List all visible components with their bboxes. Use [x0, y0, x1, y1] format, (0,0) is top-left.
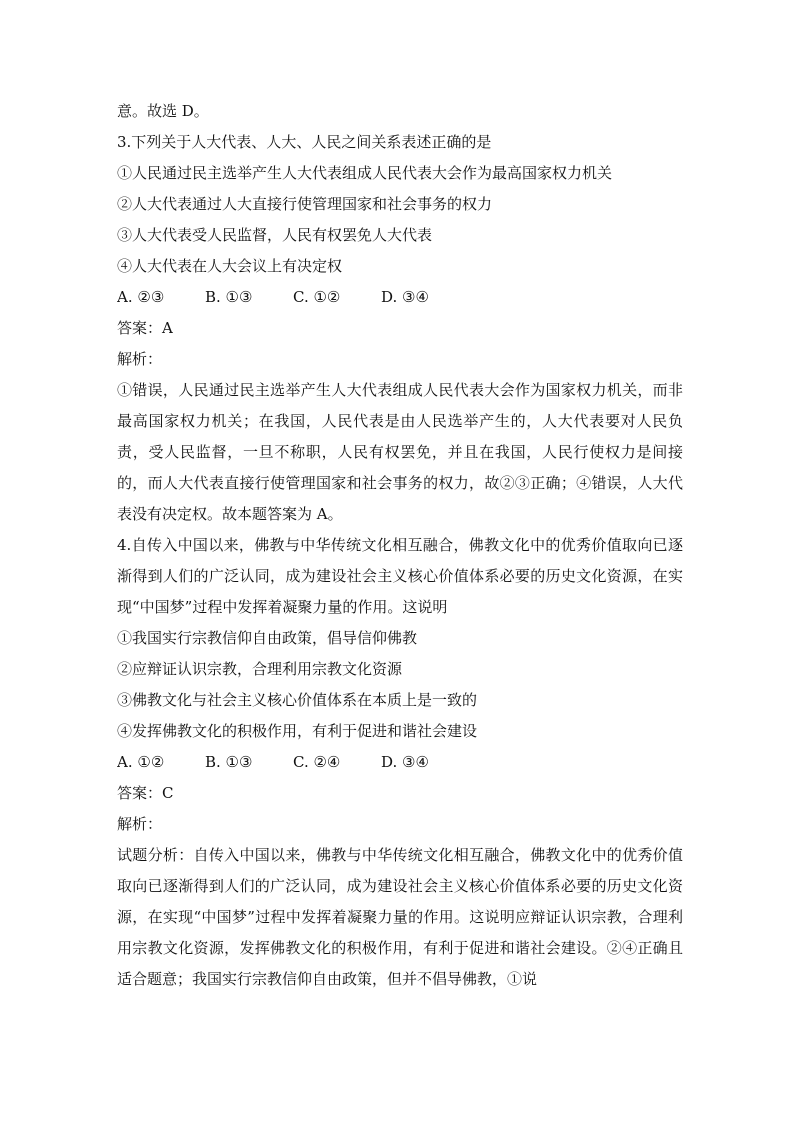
question-4-option-b: B. ①③	[205, 753, 253, 771]
question-4-answer: 答案：C	[117, 784, 174, 802]
question-4-analysis-label: 解析：	[117, 815, 163, 833]
question-4-item-1: ①我国实行宗教信仰自由政策，倡导信仰佛教	[117, 629, 418, 647]
question-4-item-2: ②应辩证认识宗教，合理利用宗教文化资源	[117, 660, 403, 678]
question-4-option-d: D. ③④	[381, 753, 429, 771]
question-4-option-c: C. ②④	[293, 753, 341, 771]
question-3-options	[117, 282, 683, 313]
question-4-analysis: 试题分析：自传入中国以来，佛教与中华传统文化相互融合，佛教文化中的优秀价值取向已逐渐得到人们的广泛认同，成为建设社会主义核心价值体系必要的历史文化资源，在实现“中国梦”过程中发挥着凝聚力量的作用。这说明应辩证认识宗教，合理利用宗教文化资源，发挥佛教文化的积极作用，有利于促进和谐社会建设。②④正确且适合题意；我国实行宗教信仰自由政策，但并不倡导佛教，①说	[117, 846, 683, 988]
question-4-stem: 4.自传入中国以来，佛教与中华传统文化相互融合，佛教文化中的优秀价值取向已逐渐得到人们的广泛认同，成为建设社会主义核心价值体系必要的历史文化资源，在实现“中国梦”过程中发挥着凝聚力量的作用。这说明	[117, 536, 683, 616]
question-3-option-b: B. ①③	[205, 288, 253, 306]
question-3-analysis-label: 解析：	[117, 350, 163, 368]
question-3-item-2: ②人大代表通过人大直接行使管理国家和社会事务的权力	[117, 195, 493, 213]
question-3-item-3: ③人大代表受人民监督，人民有权罢免人大代表	[117, 226, 433, 244]
question-3-item-1: ①人民通过民主选举产生人大代表组成人民代表大会作为最高国家权力机关	[117, 164, 613, 182]
question-4-option-a: A. ①②	[117, 753, 165, 771]
question-3-option-c: C. ①②	[293, 288, 341, 306]
question-3-item-4: ④人大代表在人大会议上有决定权	[117, 257, 343, 275]
question-4-item-3: ③佛教文化与社会主义核心价值体系在本质上是一致的	[117, 691, 478, 709]
question-4-options	[117, 747, 683, 778]
question-3-analysis: ①错误，人民通过民主选举产生人大代表组成人民代表大会作为国家权力机关，而非最高国家权力机关；在我国，人民代表是由人民选举产生的，人大代表要对人民负责，受人民监督，一旦不称职，人民有权罢免，并且在我国，人民行使权力是间接的，而人大代表直接行使管理国家和社会事务的权力，故②③正确；④错误，人大代表没有决定权。故本题答案为 A。	[117, 381, 683, 523]
question-4-item-4: ④发挥佛教文化的积极作用，有利于促进和谐社会建设	[117, 722, 478, 740]
document-body	[117, 96, 683, 995]
question-3-option-a: A. ②③	[117, 288, 165, 306]
question-3-stem: 3.下列关于人大代表、人大、人民之间关系表述正确的是	[117, 133, 492, 151]
previous-answer-tail: 意。故选 D。	[117, 102, 209, 120]
question-3-option-d: D. ③④	[381, 288, 429, 306]
question-3-answer: 答案：A	[117, 319, 173, 337]
